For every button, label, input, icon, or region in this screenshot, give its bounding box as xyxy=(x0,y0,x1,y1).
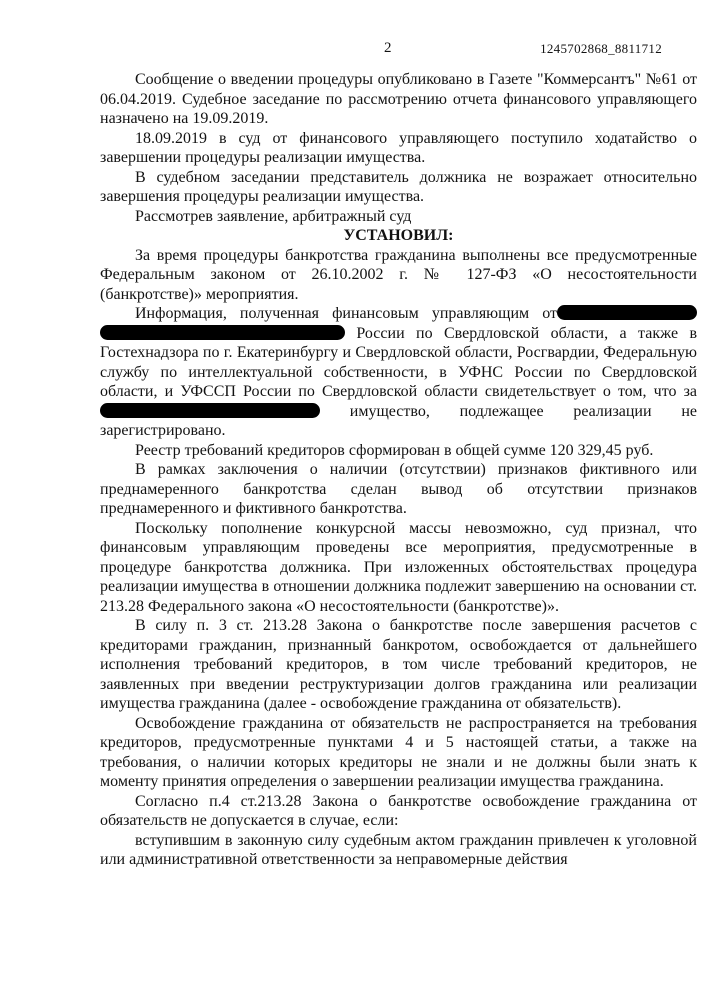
paragraph-12: Освобождение гражданина от обязательств не распространяется на требования кредиторов, предусмотренные пунктами 4 и 5 настоящей статьи, а также на требования, о наличии которых кредиторы не знали и не должны были знать к моменту принятия определения о завершении реализации имущества гражданина. xyxy=(100,714,697,790)
paragraph-8: Реестр требований кредиторов сформирован в общей сумме 120 329,45 руб. xyxy=(135,441,654,459)
page-header xyxy=(0,40,707,58)
paragraph-11: В силу п. 3 ст. 213.28 Закона о банкротстве после завершения расчетов с кредиторами гражданин, признанный банкротом, освобождается от дальнейшего исполнения требований кредиторов, в том числе требований кредиторов, не заявленных при введении реструктуризации долгов гражданина или реализации имущества гражданина (далее - освобождение гражданина от обязательств). xyxy=(100,617,697,712)
paragraph-10: Поскольку пополнение конкурсной массы невозможно, суд признал, что финансовым управляющим проведены все мероприятия, предусмотренные в процедуре банкротства должника. При изложенных обстоятельствах процедура реализации имущества в отношении должника подлежит завершению на основании ст. 213.28 Федерального закона «О несостоятельности (банкротстве)». xyxy=(100,519,697,615)
paragraph-4: Рассмотрев заявление, арбитражный суд xyxy=(135,207,412,225)
paragraph-13: Согласно п.4 ст.213.28 Закона о банкротстве освобождение гражданина от обязательств не допускается в случае, если: xyxy=(100,792,697,829)
paragraph-3: В судебном заседании представитель должника не возражает относительно завершения процедуры реализации имущества. xyxy=(100,168,697,205)
ruling-heading: УСТАНОВИЛ: xyxy=(343,227,454,244)
paragraph-1: Сообщение о введении процедуры опубликовано в Газете "Коммерсантъ" №61 от 06.04.2019. Судебное заседание по рассмотрению отчета финансового управляющего назначено на 19.09.2019. xyxy=(100,71,697,127)
redaction-bar xyxy=(100,403,320,418)
paragraph-6: За время процедуры банкротства гражданина выполнены все предусмотренные Федеральным законом от 26.10.2002 г. № 127-ФЗ «О несостоятельности (банкротстве)» мероприятия. xyxy=(100,246,697,303)
redaction-bar xyxy=(557,305,697,320)
document-body xyxy=(100,70,697,870)
page-number: 2 xyxy=(384,40,392,56)
paragraph-2: 18.09.2019 в суд от финансового управляющего поступило ходатайство о завершении процедуры реализации имущества. xyxy=(100,129,697,166)
paragraph-14: вступившим в законную силу судебным актом гражданин привлечен к уголовной или административной ответственности за неправомерные действия xyxy=(100,831,697,868)
paragraph-9: В рамках заключения о наличии (отсутствии) признаков фиктивного или преднамеренного банкротства сделан вывод об отсутствии признаков преднамеренного и фиктивного банкротства. xyxy=(100,461,697,517)
document-id: 1245702868_8811712 xyxy=(540,41,662,56)
paragraph-7: Информация, полученная финансовым управляющим от России по Свердловской области, а также в Гостехнадзора по г. Екатеринбургу и Свердловской области, Росгвардии, Федеральную службу по интеллектуальной собственности, в УФНС России по Свердловской области, и УФССП России по Свердловской области свидетельствует о том, что за имущество, подлежащее реализации не зарегистрировано. xyxy=(100,305,697,439)
redaction-bar xyxy=(100,325,345,340)
